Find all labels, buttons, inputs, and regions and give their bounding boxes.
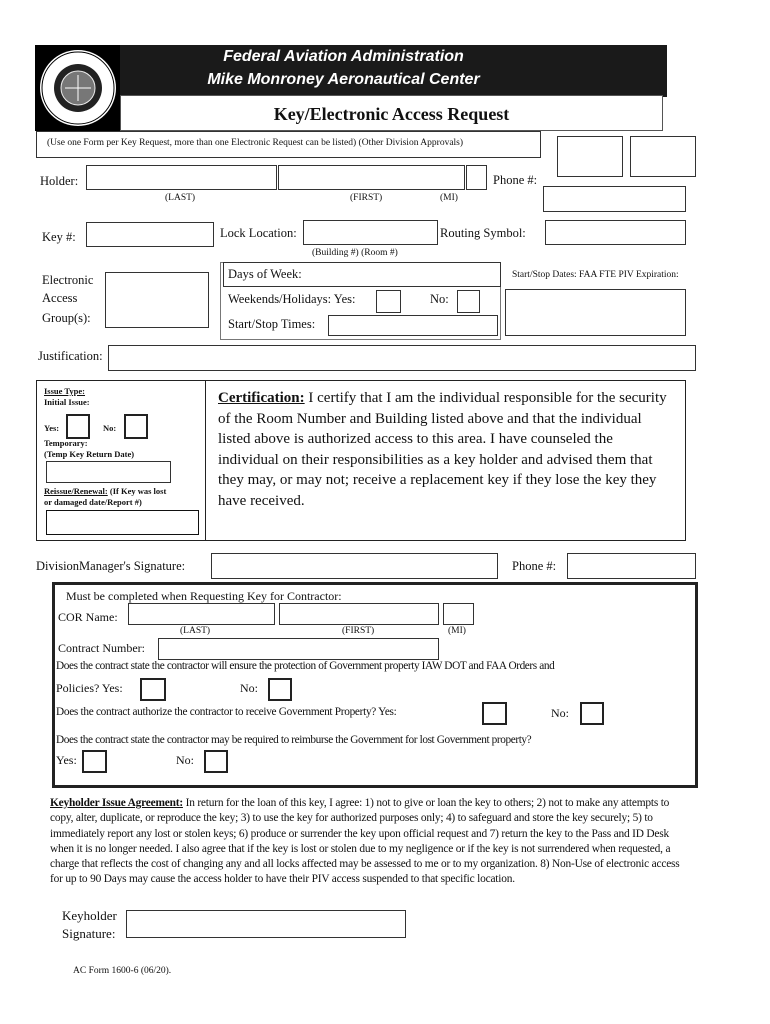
division-approval-box-1[interactable]: [557, 136, 623, 177]
key-label: Key #:: [42, 230, 76, 244]
cor-last-caption: (LAST): [180, 626, 211, 636]
start-stop-dates-label: Start/Stop Dates: FAA FTE PIV Expiration:: [512, 270, 679, 280]
start-stop-dates-input[interactable]: [505, 289, 686, 336]
days-of-week-label: Days of Week:: [228, 267, 302, 281]
agreement-heading: Keyholder Issue Agreement:: [50, 797, 183, 809]
manager-signature-input[interactable]: [211, 553, 498, 579]
q1-no-checkbox[interactable]: [268, 678, 292, 701]
access-label: Access: [42, 291, 78, 305]
holder-mi-input[interactable]: [466, 165, 487, 190]
q1-yes-checkbox[interactable]: [140, 678, 166, 701]
q2-no-checkbox[interactable]: [580, 702, 604, 725]
key-number-input[interactable]: [86, 222, 214, 247]
certification-text: I certify that I am the individual responsible for the security of the Room Number and Building listed above and that the individual listed above is authorized access to this area. I have counseled the individual on their responsibilities as a key holder and advised them that they may, or may not; receive a replacement key if they lose the key they have received.: [218, 390, 667, 509]
agency-name: Federal Aviation Administration: [223, 48, 464, 65]
weekends-label: Weekends/Holidays: Yes:: [228, 292, 356, 306]
cor-first-caption: (FIRST): [342, 626, 375, 636]
initial-no-checkbox[interactable]: [124, 414, 148, 439]
justification-input[interactable]: [108, 345, 696, 371]
last-caption: (LAST): [165, 193, 196, 203]
lock-location-input[interactable]: [303, 220, 438, 245]
initial-yes-checkbox[interactable]: [66, 414, 90, 439]
header-bar: [120, 45, 667, 97]
q3-no-label: No:: [176, 753, 194, 767]
question-1: Does the contract state the contractor will ensure the protection of Government property IAW DOT and FAA Orders and: [56, 660, 555, 672]
holder-last-input[interactable]: [86, 165, 277, 190]
holder-first-input[interactable]: [278, 165, 465, 190]
cor-first-input[interactable]: [279, 603, 439, 625]
reissue-input[interactable]: [46, 510, 199, 535]
question-2: Does the contract authorize the contractor to receive Government Property? Yes:: [56, 706, 397, 718]
weekends-yes-checkbox[interactable]: [376, 290, 401, 313]
weekends-no-checkbox[interactable]: [457, 290, 480, 313]
contractor-heading: Must be completed when Requesting Key for Contractor:: [66, 589, 342, 603]
keyholder-agreement: [50, 796, 680, 888]
certification-heading: Certification:: [218, 390, 305, 406]
lock-location-label: Lock Location:: [220, 226, 297, 240]
cor-last-input[interactable]: [128, 603, 275, 625]
contract-number-input[interactable]: [158, 638, 439, 660]
division-approval-box-2[interactable]: [630, 136, 696, 177]
q2-no-label: No:: [551, 706, 569, 720]
start-stop-times-input[interactable]: [328, 315, 498, 336]
holder-label: Holder:: [40, 174, 79, 188]
initial-yes-label: Yes:: [44, 423, 60, 433]
mi-caption: (MI): [440, 193, 458, 203]
q3-yes-label: Yes:: [56, 753, 77, 767]
phone-label: Phone #:: [493, 173, 538, 187]
holder-phone-input[interactable]: [543, 186, 686, 212]
routing-symbol-label: Routing Symbol:: [440, 226, 526, 240]
reissue-note-2: or damaged date/Report #): [44, 497, 142, 507]
form-number: AC Form 1600-6 (06/20).: [73, 966, 172, 976]
weekends-no-label: No:: [430, 292, 449, 306]
temp-return-date-input[interactable]: [46, 461, 171, 483]
cor-mi-input[interactable]: [443, 603, 474, 625]
q1-no-label: No:: [240, 681, 258, 695]
reissue-label: Reissue/Renewal:: [44, 486, 108, 496]
question-3: Does the contract state the contractor may be required to reimburse the Government for lost Government property?: [56, 734, 532, 746]
first-caption: (FIRST): [350, 193, 383, 203]
center-name: Mike Monroney Aeronautical Center: [207, 71, 480, 88]
manager-phone-label: Phone #:: [512, 559, 557, 573]
access-groups-input[interactable]: [105, 272, 209, 328]
initial-issue-label: Initial Issue:: [44, 397, 90, 407]
building-room-caption: (Building #) (Room #): [312, 248, 398, 258]
temp-return-label: (Temp Key Return Date): [44, 449, 135, 459]
q3-no-checkbox[interactable]: [204, 750, 228, 773]
keyholder-label: Keyholder: [62, 908, 117, 923]
cor-name-label: COR Name:: [58, 610, 118, 624]
cor-mi-caption: (MI): [448, 626, 466, 636]
keyholder-signature-input[interactable]: [126, 910, 406, 938]
manager-signature-label: DivisionManager's Signature:: [36, 559, 186, 573]
certification-panel: [205, 380, 686, 541]
manager-phone-input[interactable]: [567, 553, 696, 579]
q3-yes-checkbox[interactable]: [82, 750, 107, 773]
page-title: Key/Electronic Access Request: [120, 95, 663, 131]
agreement-text: In return for the loan of this key, I agree: 1) not to give or loan the key to others; 2) not to make any attempts to copy, alter, duplicate, or reproduce the key; 3) to use the key for authorized purposes only; 4) to safeguard and store the key securely; 5) to immediately report any lost or stolen keys; 6) produce or surrender the key upon official request and 7) return the key to the Pass and ID Desk when it is no longer needed. I also agree that if the key is lost or stolen due to my negligence or if the key is not surrendered when requested, a charge that reflects the cost of changing any and all locks affected may be assessed to me or to my organization. 8) Non-Use of electronic access for up to 90 Days may cause the access holder to have their PIV access suspended to that specific location.: [50, 797, 680, 886]
reissue-note: (If Key was lost: [107, 486, 167, 496]
start-stop-times-label: Start/Stop Times:: [228, 317, 316, 331]
question-1-yes-label: Policies? Yes:: [56, 681, 123, 695]
electronic-label: Electronic: [42, 273, 94, 287]
groups-label: Group(s):: [42, 311, 91, 325]
initial-no-label: No:: [103, 423, 117, 433]
q2-yes-checkbox[interactable]: [482, 702, 507, 725]
temporary-label: Temporary:: [44, 438, 88, 448]
issue-type-heading: Issue Type:: [44, 386, 86, 396]
routing-symbol-input[interactable]: [545, 220, 686, 245]
instructions-note: (Use one Form per Key Request, more than one Electronic Request can be listed) (Other Division Approvals): [36, 131, 541, 158]
contract-number-label: Contract Number:: [58, 641, 145, 655]
signature-label: Signature:: [62, 926, 116, 941]
justification-label: Justification:: [38, 349, 103, 363]
